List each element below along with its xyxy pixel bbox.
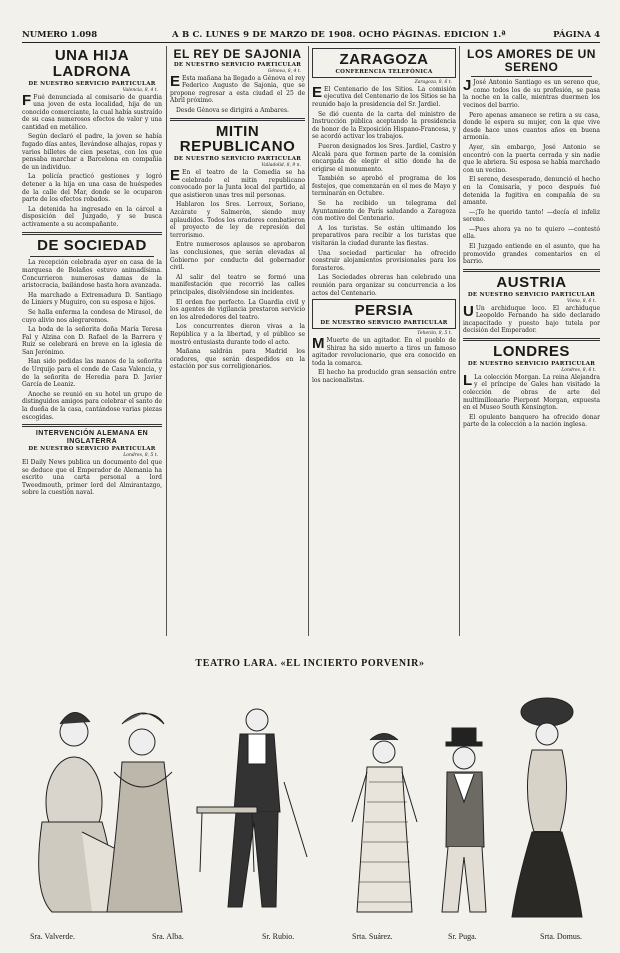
page-number: PÁGINA 4 xyxy=(553,30,600,40)
article-paragraph: M Muerte de un agitador. En el pueblo de Shiraz ha sido muerto a tiros un famoso agitador revolucionario, que era conocido en toda la comarca. xyxy=(312,334,456,367)
article-subtitle: DE NUESTRO SERVICIO PARTICULAR xyxy=(467,360,596,367)
caption: Srta. Suárez. xyxy=(352,932,393,941)
column-rule xyxy=(308,46,309,636)
article-paragraph: —Pues ahora ya no te quiero —contestó ella. xyxy=(463,225,600,241)
figure-sr-puga xyxy=(442,728,486,912)
article-paragraph: A los turistas. Se están ultimando los preparativos para recibir a los turistas que visitarán la ciudad durante las fiestas. xyxy=(312,224,456,248)
dateline: Londres, 8, 6 t. xyxy=(561,367,596,373)
article-title: AUSTRIA xyxy=(496,273,567,291)
figure-sr-rubio xyxy=(197,709,307,907)
article-paragraph: Fueron designados los Sres. Jardiel, Castro y Alcalá para que formen parte de la comisión encargada de elegir el sitio donde ha de erigirse el monumento. xyxy=(312,142,456,173)
article-paragraph: Hablaron los Sres. Lerroux, Soriano, Azcárate y Salmerón, siendo muy aplaudidos. Todos los oradores combatieron el proyecto de ley de represión del terrorismo. xyxy=(170,201,305,239)
article-paragraph: Mañana saldrán para Madrid los oradores, que serán despedidos en la estación por sus correligionarios. xyxy=(170,348,305,371)
article-title: LOS AMORES DE UN SERENO xyxy=(467,47,596,74)
illustration-title: TEATRO LARA. «EL INCIERTO PORVENIR» xyxy=(195,658,425,669)
article-subtitle: DE NUESTRO SERVICIO PARTICULAR xyxy=(173,61,302,68)
article-paragraph: El hecho ha producido gran sensación entre los nacionalistas. xyxy=(312,369,456,384)
figure-srta-suarez xyxy=(352,734,417,913)
theatre-illustration xyxy=(22,672,600,922)
article-paragraph: F Fué denunciada al comisario de guardia una joven de esta localidad, hija de un conocido comerciante, la cual había sustraído de su casa numerosos efectos de valor y una cantidad en metálico. xyxy=(22,91,162,131)
article-subtitle: DE NUESTRO SERVICIO PARTICULAR xyxy=(28,445,156,452)
article-paragraph: La policía practicó gestiones y logró detener a la hija en una casa de huéspedes de la calle del Mar, donde se le ocuparon parte de los efectos robados. xyxy=(22,173,162,204)
article-paragraph: La boda de la señorita doña María Teresa Fal y Alzina con D. Rafael de la Barrera y Ruiz se celebrará en breve en la iglesia de San Jerónimo. xyxy=(22,326,162,356)
persia-box xyxy=(312,299,456,329)
divider xyxy=(22,424,162,427)
article-paragraph: Ha marchado a Extremadura D. Santiago de Liniers y Muguiro, con su esposa e hijos. xyxy=(22,291,162,307)
article-paragraph: Desde Génova se dirigirá a Ambares. xyxy=(176,106,289,114)
article-title: INTERVENCIÓN ALEMANA EN INGLATERRA xyxy=(35,430,149,445)
article-paragraph: Según declaró el padre, la joven se había fugado días antes, llevándose alhajas, ropas y varios billetes de cien pesetas, con los que pensaba marchar a Barcelona en compañía de un individuo. xyxy=(22,133,162,171)
caption: Sr. Rubio. xyxy=(262,932,295,941)
article-title: ZARAGOZA xyxy=(339,51,429,68)
article-title: DE SOCIEDAD xyxy=(37,236,147,254)
dateline: Génova, 8, 4 t. xyxy=(267,68,301,74)
article-paragraph: Los concurrentes dieron vivas a la República y a la libertad, y el público se mostró entusiasta durante todo el acto. xyxy=(170,323,305,346)
article-paragraph: U Un archiduque loco. El archiduque Leopoldo Fernando ha sido declarado incapacitado y puesto bajo tutela por decisión del Emperador. xyxy=(463,302,600,335)
article-title: PERSIA xyxy=(354,302,414,320)
article-paragraph: E El Centenario de los Sitios. La comisión ejecutiva del Centenario de los Sitios se ha reunido bajo la presidencia del Sr. Jardiel. xyxy=(312,83,456,108)
column-rule xyxy=(459,46,460,636)
article-paragraph: El sereno, desesperado, denunció el hecho en la Comisaría, y poco después fué detenida la fugitiva en compañía de su amante. xyxy=(463,176,600,207)
article-title: MITIN REPUBLICANO xyxy=(179,122,296,156)
column-3 xyxy=(312,46,456,636)
article-paragraph: Se halla enferma la condesa de Mirasol, de cuyo alivio nos alegraremos. xyxy=(22,308,162,324)
issue-number: NUMERO 1.098 xyxy=(22,30,98,40)
figure-sra-alba xyxy=(107,713,182,912)
article-title: LONDRES xyxy=(493,342,570,360)
figure-srta-domus xyxy=(512,698,582,917)
article-title: EL REY DE SAJONIA xyxy=(173,47,302,61)
page-header xyxy=(22,30,600,43)
divider xyxy=(471,76,592,77)
article-paragraph: El Juzgado entiende en el asunto, que ha promovido grandes comentarios en el barrio. xyxy=(463,243,600,266)
article-paragraph: Se ha recibido un telegrama del Ayuntamiento de París saludando a Zaragoza con motivo del Centenario. xyxy=(312,200,456,223)
article-paragraph: Anoche se reunió en su hotel un grupo de distinguidos amigos para celebrar el santo de la dueña de la casa, cantándose varias piezas escogidas. xyxy=(22,390,162,421)
column-1 xyxy=(22,46,162,636)
article-paragraph: Las Sociedades obreras han celebrado una reunión para organizar su concurrencia a los actos del Centenario. xyxy=(312,274,456,297)
article-subtitle: DE NUESTRO SERVICIO PARTICULAR xyxy=(320,319,448,326)
article-paragraph: L La colección Morgan. La reina Alejandra y el príncipe de Gales han visitado la colección de obras de arte del multimillonario Pierpont Morgan, expuesta en el Museo South Kensington. xyxy=(463,371,600,412)
article-paragraph: También se aprobó el programa de los festejos, que comenzarán en el mes de Mayo y terminarán en Octubre. xyxy=(312,175,456,198)
article-paragraph: —¡Te he querido tanto! —decía el infeliz sereno. xyxy=(463,208,600,224)
dateline: Zaragoza, 8, 6 t. xyxy=(414,79,452,85)
caption: Sr. Puga. xyxy=(448,932,477,941)
zaragoza-box xyxy=(312,48,456,78)
divider xyxy=(463,338,600,341)
article-paragraph: E Esta mañana ha llegado a Génova el rey Federico Augusto de Sajonia, que se propone regresar a esta ciudad el 25 de Abril próximo. xyxy=(170,72,305,105)
article-title: UNA HIJA LADRONA xyxy=(52,47,132,80)
article-paragraph: J José Antonio Santiago es un sereno que, como todos los de su profesión, se pasa la noche en la calle, mientras duermen los vecinos del barrio. xyxy=(463,77,600,109)
column-rule xyxy=(166,46,167,636)
caption: Sra. Alba. xyxy=(152,932,184,941)
article-paragraph: Ayer, sin embargo, José Antonio se encontró con la puerta cerrada y sin nadie que le abriera. Su esposa se había marchado con un vecino. xyxy=(463,143,600,174)
caption: Sra. Valverde. xyxy=(30,932,75,941)
divider xyxy=(22,232,162,235)
article-paragraph: El Daily News publica un documento del que se deduce que el Emperador de Alemania ha escrito una carta personal a lord Tweedmouth, primer lord del Almirantazgo, sobre la cuestión naval. xyxy=(22,458,162,497)
divider xyxy=(30,256,154,257)
article-paragraph: El opulento banquero ha ofrecido donar parte de la colección a la nación inglesa. xyxy=(463,413,600,429)
dateline: Londres, 8, 5 t. xyxy=(123,452,158,458)
article-subtitle: DE NUESTRO SERVICIO PARTICULAR xyxy=(173,156,302,163)
article-paragraph: Se dió cuenta de la carta del ministro de Instrucción pública aceptando la presidencia de honor de la Exposición Hispano-Francesa, y se acordó activar los trabajos. xyxy=(312,110,456,141)
divider xyxy=(170,118,305,121)
dateline: Valencia, 8, 4 t. xyxy=(122,87,158,93)
masthead-line: A B C. LUNES 9 DE MARZO DE 1908. OCHO PÁGINAS. EDICION 1.ª xyxy=(172,30,506,40)
column-4 xyxy=(463,46,600,636)
dateline: Valladolid, 8, 9 n. xyxy=(261,163,301,169)
article-subtitle: CONFERENCIA TELEFÓNICA xyxy=(335,68,433,75)
article-subtitle: DE NUESTRO SERVICIO PARTICULAR xyxy=(467,291,596,298)
article-paragraph: Al salir del teatro se formó una manifestación que recorrió las calles principales, disolviéndose sin incidentes. xyxy=(170,273,305,296)
article-paragraph: La recepción celebrada ayer en casa de la marquesa de Bolaños estuvo animadísima. Concurrieron numerosas damas de la aristocracia, bailándose hasta hora avanzada. xyxy=(22,259,162,290)
article-paragraph: La detenida ha ingresado en la cárcel a disposición del Juzgado, y se busca activamente a su acompañante. xyxy=(22,205,162,228)
article-subtitle: DE NUESTRO SERVICIO PARTICULAR xyxy=(28,80,156,87)
dateline: Viena, 8, 6 t. xyxy=(567,298,596,304)
article-paragraph: Una sociedad particular ha ofrecido construir alojamientos provisionales para los forasteros. xyxy=(312,249,456,272)
caption: Srta. Domus. xyxy=(540,932,582,941)
column-2 xyxy=(170,46,305,636)
dateline: Teherán, 8, 5 t. xyxy=(417,330,452,336)
divider xyxy=(463,269,600,272)
article-paragraph: Han sido pedidas las manos de la señorita de Urquijo para el conde de Casa Valencia, y de la señorita de Heredia para D. Javier García de Leaniz. xyxy=(22,358,162,389)
article-paragraph: El orden fue perfecto. La Guardia civil y los agentes de vigilancia prestaron servicio en los alrededores del teatro. xyxy=(170,298,305,321)
article-paragraph: E En el teatro de la Comedia se ha celebrado el mitin republicano convocado por la Junta local del partido, al que asistieron unas tres mil personas. xyxy=(170,167,305,199)
article-paragraph: Entre numerosos aplausos se aprobaron las conclusiones, que serán elevadas al Gobierno por conducto del gobernador civil. xyxy=(170,241,305,272)
article-paragraph: Pero apenas amanece se retira a su casa, donde le espera su mujer, con la que vive desde hace unos cuantos años en buena armonía. xyxy=(463,111,600,142)
